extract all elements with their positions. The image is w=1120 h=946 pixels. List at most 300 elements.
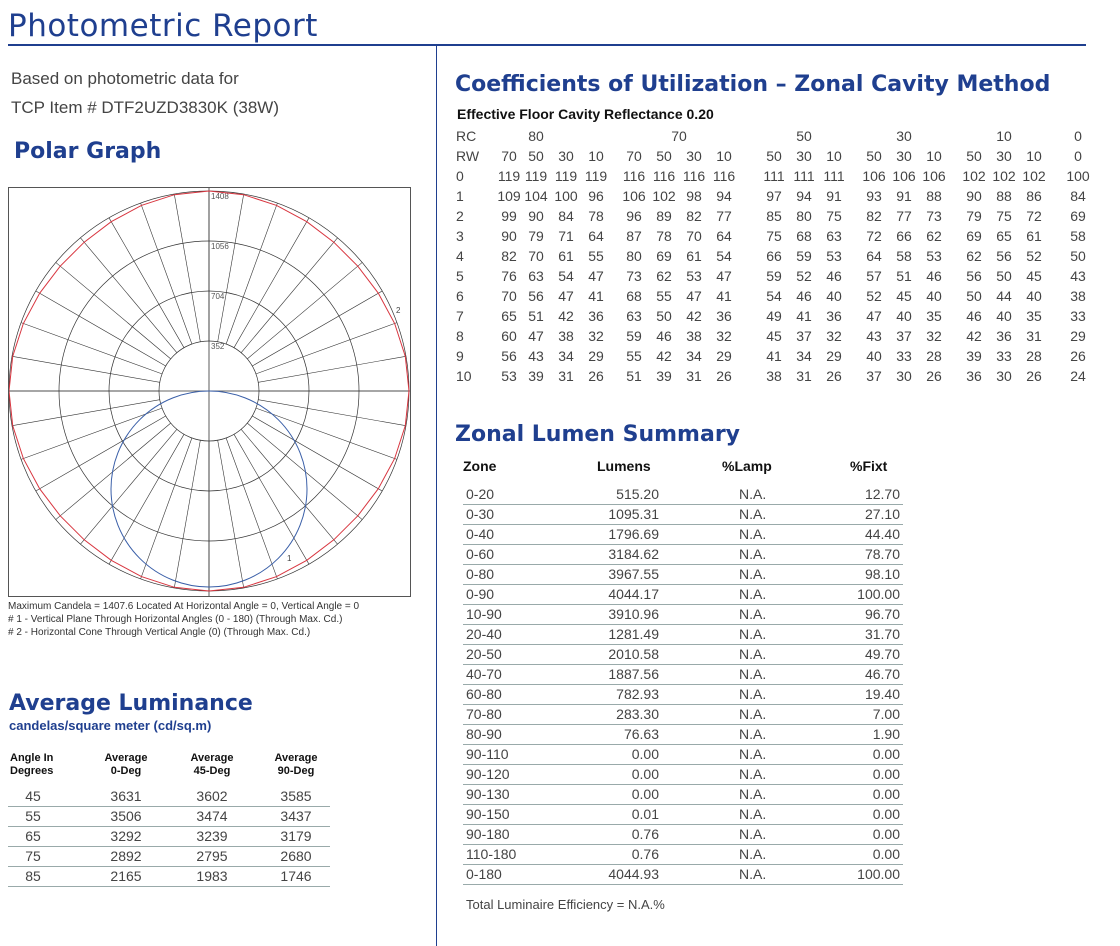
cu-rc-group: 70: [671, 128, 687, 144]
zonal-lamp: N.A.: [739, 826, 767, 842]
cu-value: 68: [626, 288, 642, 304]
cu-value: 91: [826, 188, 842, 204]
luminance-value: 55: [25, 808, 41, 824]
polar-radial-label: 352: [211, 342, 225, 351]
cu-data-row: [456, 286, 1096, 306]
zonal-lumens: 0.00: [631, 786, 659, 802]
polar-graph-svg: [9, 188, 410, 596]
zonal-fixt: 27.10: [864, 506, 900, 522]
zonal-lumens: 1095.31: [608, 506, 659, 522]
zonal-fixt: 19.40: [864, 686, 900, 702]
cu-rw-value: 30: [896, 148, 912, 164]
cu-value: 116: [622, 168, 646, 184]
cu-value: 56: [501, 348, 517, 364]
cu-value: 56: [996, 248, 1012, 264]
zonal-lamp: N.A.: [739, 586, 767, 602]
cu-value: 111: [823, 168, 845, 184]
zonal-lumens: 0.00: [631, 746, 659, 762]
zonal-lamp: N.A.: [739, 806, 767, 822]
cu-value: 38: [766, 368, 782, 384]
cu-rc-value: 9: [456, 348, 464, 364]
cu-value: 88: [996, 188, 1012, 204]
polar-grid-spoke: [218, 440, 244, 588]
zonal-lamp: N.A.: [739, 786, 767, 802]
report-title: Photometric Report: [8, 8, 318, 44]
cu-value: 53: [686, 268, 702, 284]
cu-value: 43: [1070, 268, 1086, 284]
cu-rc-group: 50: [796, 128, 812, 144]
cu-rw-value: 50: [966, 148, 982, 164]
polar-grid-spoke: [21, 408, 162, 459]
zonal-lumens: 515.20: [616, 486, 659, 502]
cu-value: 50: [996, 268, 1012, 284]
cu-rc-value: 3: [456, 228, 464, 244]
zonal-lamp: N.A.: [739, 686, 767, 702]
cu-value: 31: [796, 368, 812, 384]
cu-data-row: [456, 226, 1096, 246]
cu-value: 39: [656, 368, 672, 384]
cu-value: 45: [766, 328, 782, 344]
cu-value: 53: [926, 248, 942, 264]
zonal-lamp: N.A.: [739, 486, 767, 502]
cu-value: 26: [1026, 368, 1042, 384]
cu-value: 44: [996, 288, 1012, 304]
luminance-value: 1983: [196, 868, 228, 884]
zonal-zone: 0-60: [466, 546, 495, 562]
cu-value: 46: [966, 308, 982, 324]
luminance-value: 45: [25, 788, 41, 804]
polar-grid-spoke: [141, 438, 192, 579]
cu-value: 100: [1066, 168, 1090, 184]
cu-value: 94: [796, 188, 812, 204]
cu-rw-value: 30: [686, 148, 702, 164]
cu-value: 80: [796, 208, 812, 224]
cu-value: 89: [656, 208, 672, 224]
luminance-value: 2795: [196, 848, 228, 864]
zonal-zone: 0-80: [466, 566, 495, 582]
polar-grid-spoke: [12, 356, 160, 382]
cu-value: 39: [966, 348, 982, 364]
cu-value: 84: [1070, 188, 1086, 204]
zonal-fixt: 0.00: [872, 806, 900, 822]
luminance-row: [8, 806, 330, 827]
cu-value: 52: [796, 268, 812, 284]
luminance-header: [266, 752, 326, 778]
cu-value: 55: [656, 288, 672, 304]
luminance-value: 1746: [280, 868, 312, 884]
cu-value: 75: [996, 208, 1012, 224]
cu-value: 50: [656, 308, 672, 324]
zonal-lamp: N.A.: [739, 506, 767, 522]
cu-data-row: [456, 306, 1096, 326]
cu-value: 59: [626, 328, 642, 344]
zonal-lumens: 4044.93: [608, 866, 659, 882]
polar-radial-label: 1408: [211, 192, 229, 201]
cu-value: 90: [501, 228, 517, 244]
luminance-value: 3602: [196, 788, 228, 804]
zonal-row: [463, 804, 903, 825]
luminance-value: 85: [25, 868, 41, 884]
cu-value: 61: [686, 248, 702, 264]
luminance-value: 65: [25, 828, 41, 844]
cu-value: 78: [588, 208, 604, 224]
luminance-value: 2680: [280, 848, 312, 864]
cu-value: 63: [626, 308, 642, 324]
cu-value: 65: [996, 228, 1012, 244]
zonal-row: [463, 764, 903, 785]
cu-value: 100: [554, 188, 578, 204]
zonal-fixt: 0.00: [872, 846, 900, 862]
polar-graph: [8, 187, 411, 597]
cu-value: 31: [686, 368, 702, 384]
zonal-lumens: 1796.69: [608, 526, 659, 542]
zonal-fixt: 0.00: [872, 786, 900, 802]
luminance-header: [182, 752, 242, 778]
cu-value: 40: [896, 308, 912, 324]
luminance-value: 3585: [280, 788, 312, 804]
cu-value: 47: [558, 288, 574, 304]
based-on-line-2: TCP Item # DTF2UZD3830K (38W): [11, 98, 279, 117]
zonal-zone: 90-110: [466, 746, 509, 762]
cu-value: 58: [1070, 228, 1086, 244]
cu-value: 84: [558, 208, 574, 224]
zonal-row: [463, 584, 903, 605]
luminance-heading: Average Luminance: [9, 691, 253, 716]
cu-value: 53: [826, 248, 842, 264]
cu-value: 50: [1070, 248, 1086, 264]
cu-value: 69: [656, 248, 672, 264]
zonal-zone: 70-80: [466, 706, 502, 722]
cu-value: 111: [763, 168, 785, 184]
polar-curve-label-1: 1: [287, 554, 292, 563]
cu-value: 65: [501, 308, 517, 324]
cu-value: 36: [996, 328, 1012, 344]
cu-value: 37: [896, 328, 912, 344]
cu-data-row: [456, 366, 1096, 386]
cu-value: 29: [1070, 328, 1086, 344]
cu-value: 82: [866, 208, 882, 224]
cu-data-row: [456, 346, 1096, 366]
cu-value: 38: [686, 328, 702, 344]
luminance-row: [8, 826, 330, 847]
cu-value: 43: [528, 348, 544, 364]
cu-value: 37: [866, 368, 882, 384]
polar-grid-spoke: [36, 416, 166, 491]
luminance-header-line: 0-Deg: [110, 765, 142, 777]
cu-rw-row: [456, 146, 1096, 166]
cu-value: 51: [626, 368, 642, 384]
zonal-zone: 0-40: [466, 526, 495, 542]
cu-value: 31: [558, 368, 574, 384]
cu-value: 106: [922, 168, 946, 184]
zonal-row: [463, 664, 903, 685]
cu-value: 40: [866, 348, 882, 364]
cu-value: 24: [1070, 368, 1086, 384]
cu-value: 75: [826, 208, 842, 224]
zonal-fixt: 49.70: [864, 646, 900, 662]
cu-value: 82: [501, 248, 517, 264]
zonal-lamp: N.A.: [739, 646, 767, 662]
cu-value: 60: [501, 328, 517, 344]
cu-value: 26: [926, 368, 942, 384]
luminance-header-line: Degrees: [10, 765, 54, 777]
zonal-lumens: 3184.62: [608, 546, 659, 562]
cu-value: 62: [656, 268, 672, 284]
cu-value: 102: [652, 188, 676, 204]
zonal-lumens: 1281.49: [608, 626, 659, 642]
cu-value: 32: [926, 328, 942, 344]
cu-rw-value: 50: [656, 148, 672, 164]
cu-value: 40: [1026, 288, 1042, 304]
cu-value: 87: [626, 228, 642, 244]
cu-value: 90: [966, 188, 982, 204]
cu-value: 38: [1070, 288, 1086, 304]
luminance-header: [10, 752, 53, 778]
cu-data-row: [456, 326, 1096, 346]
luminance-row: [8, 786, 330, 807]
zonal-fixt: 0.00: [872, 766, 900, 782]
cu-value: 85: [766, 208, 782, 224]
cu-value: 102: [962, 168, 986, 184]
polar-grid-spoke: [226, 203, 277, 344]
cu-value: 72: [1026, 208, 1042, 224]
zonal-fixt: 78.70: [864, 546, 900, 562]
cu-rc-value: 2: [456, 208, 464, 224]
zonal-lamp: N.A.: [739, 606, 767, 622]
cu-rw-value: 10: [588, 148, 604, 164]
cu-value: 62: [966, 248, 982, 264]
polar-radial-label: 1056: [211, 242, 229, 251]
cu-value: 57: [866, 268, 882, 284]
cu-rw-value: 10: [716, 148, 732, 164]
polar-grid-spoke: [258, 356, 406, 382]
cu-value: 96: [626, 208, 642, 224]
cu-value: 29: [716, 348, 732, 364]
polar-note-1: Maximum Candela = 1407.6 Located At Horizontal Angle = 0, Vertical Angle = 0: [8, 601, 360, 612]
cu-value: 26: [588, 368, 604, 384]
cu-rc-group: 30: [896, 128, 912, 144]
cu-value: 66: [896, 228, 912, 244]
cu-value: 69: [1070, 208, 1086, 224]
cu-value: 50: [966, 288, 982, 304]
zonal-fixt: 100.00: [857, 586, 900, 602]
cu-value: 62: [926, 228, 942, 244]
cu-value: 42: [966, 328, 982, 344]
cu-value: 64: [866, 248, 882, 264]
zonal-fixt: 96.70: [864, 606, 900, 622]
polar-grid-spoke: [109, 434, 184, 564]
zonal-zone: 110-180: [466, 846, 517, 862]
zonal-zone: 90-120: [466, 766, 510, 782]
zonal-fixt: 0.00: [872, 826, 900, 842]
polar-graph-heading: Polar Graph: [14, 139, 162, 164]
cu-value: 40: [926, 288, 942, 304]
cu-value: 36: [588, 308, 604, 324]
cu-value: 70: [501, 288, 517, 304]
cu-data-row: [456, 186, 1096, 206]
polar-grid-spoke: [141, 203, 192, 344]
zonal-zone: 0-180: [466, 866, 502, 882]
cu-value: 119: [524, 168, 548, 184]
cu-value: 41: [716, 288, 732, 304]
zonal-lumens: 0.76: [631, 826, 659, 842]
cu-value: 72: [866, 228, 882, 244]
cu-value: 61: [558, 248, 574, 264]
luminance-header-line: 45-Deg: [193, 765, 231, 777]
luminance-header-line: Average: [104, 752, 148, 764]
zonal-zone: 20-50: [466, 646, 502, 662]
cu-value: 54: [558, 268, 574, 284]
zonal-zone: 90-180: [466, 826, 510, 842]
cu-value: 42: [558, 308, 574, 324]
cu-rc-value: 5: [456, 268, 464, 284]
zonal-lamp: N.A.: [739, 546, 767, 562]
cu-value: 40: [826, 288, 842, 304]
zonal-fixt: 1.90: [872, 726, 900, 742]
cu-value: 80: [626, 248, 642, 264]
cu-rc-value: 8: [456, 328, 464, 344]
cu-value: 70: [686, 228, 702, 244]
cu-value: 26: [1070, 348, 1086, 364]
luminance-value: 2892: [110, 848, 142, 864]
cu-value: 37: [796, 328, 812, 344]
zonal-lumens: 3910.96: [608, 606, 659, 622]
cu-value: 71: [558, 228, 574, 244]
cu-value: 38: [558, 328, 574, 344]
cu-rw-label: RW: [456, 148, 480, 164]
cu-value: 32: [588, 328, 604, 344]
cu-value: 31: [1026, 328, 1042, 344]
zonal-lamp: N.A.: [739, 666, 767, 682]
zonal-lamp: N.A.: [739, 746, 767, 762]
cu-value: 116: [682, 168, 706, 184]
polar-grid-spoke: [36, 291, 166, 366]
cu-value: 102: [992, 168, 1016, 184]
zonal-lamp: N.A.: [739, 866, 767, 882]
cu-rw-value: 30: [558, 148, 574, 164]
cu-rc-value: 6: [456, 288, 464, 304]
cu-rc-label: RC: [456, 128, 477, 144]
polar-grid: [9, 188, 410, 596]
cu-value: 49: [766, 308, 782, 324]
cu-value: 51: [528, 308, 544, 324]
zonal-lumens: 2010.58: [608, 646, 659, 662]
cu-value: 94: [716, 188, 732, 204]
polar-grid-spoke: [109, 218, 184, 348]
polar-notes: [8, 600, 359, 639]
cu-value: 106: [622, 188, 646, 204]
cu-rc-value: 7: [456, 308, 464, 324]
zonal-zone: 90-150: [466, 806, 510, 822]
cu-value: 42: [686, 308, 702, 324]
cu-value: 106: [862, 168, 886, 184]
cu-value: 91: [896, 188, 912, 204]
cu-value: 64: [716, 228, 732, 244]
zonal-row: [463, 724, 903, 745]
cu-rw-value: 30: [796, 148, 812, 164]
cu-value: 35: [926, 308, 942, 324]
zonal-lumens: 76.63: [623, 726, 659, 742]
zonal-heading: Zonal Lumen Summary: [455, 422, 741, 447]
luminance-header: [96, 752, 156, 778]
zonal-row: [463, 604, 903, 625]
zonal-row: [463, 524, 903, 545]
cu-value: 33: [1070, 308, 1086, 324]
cu-value: 69: [966, 228, 982, 244]
cu-value: 88: [926, 188, 942, 204]
cu-value: 119: [497, 168, 521, 184]
cu-value: 32: [716, 328, 732, 344]
polar-grid-spoke: [234, 218, 309, 348]
cu-value: 35: [1026, 308, 1042, 324]
zonal-row: [463, 744, 903, 765]
luminance-value: 3631: [110, 788, 142, 804]
cu-value: 63: [826, 228, 842, 244]
cu-value: 55: [626, 348, 642, 364]
cu-value: 36: [966, 368, 982, 384]
luminance-header-line: Average: [274, 752, 318, 764]
zonal-zone: 0-20: [466, 486, 495, 502]
cu-value: 36: [826, 308, 842, 324]
cu-value: 73: [926, 208, 942, 224]
cu-rc-group: 80: [528, 128, 544, 144]
polar-grid-spoke: [174, 194, 200, 342]
cu-value: 45: [896, 288, 912, 304]
cu-value: 119: [554, 168, 578, 184]
cu-rw-value: 50: [766, 148, 782, 164]
cu-value: 116: [652, 168, 676, 184]
cu-value: 42: [656, 348, 672, 364]
cu-value: 64: [588, 228, 604, 244]
cu-value: 30: [896, 368, 912, 384]
zonal-row: [463, 644, 903, 665]
cu-value: 59: [766, 268, 782, 284]
luminance-subheading: candelas/square meter (cd/sq.m): [9, 718, 212, 733]
cu-value: 61: [1026, 228, 1042, 244]
zonal-lamp: N.A.: [739, 726, 767, 742]
zonal-row: [463, 704, 903, 725]
cu-rc-value: 4: [456, 248, 464, 264]
zonal-lamp: N.A.: [739, 526, 767, 542]
cu-value: 41: [766, 348, 782, 364]
cu-value: 55: [588, 248, 604, 264]
cu-value: 33: [896, 348, 912, 364]
cu-value: 97: [766, 188, 782, 204]
zonal-lamp: N.A.: [739, 766, 767, 782]
cu-value: 63: [528, 268, 544, 284]
polar-note-2: # 1 - Vertical Plane Through Horizontal Angles (0 - 180) (Through Max. Cd.): [8, 614, 343, 625]
cu-value: 102: [1022, 168, 1046, 184]
cu-value: 51: [896, 268, 912, 284]
cu-data-row: [456, 246, 1096, 266]
luminance-value: 3474: [196, 808, 228, 824]
polar-grid-spoke: [226, 438, 277, 579]
zonal-lumens: 3967.55: [608, 566, 659, 582]
zonal-row: [463, 544, 903, 565]
cu-value: 77: [896, 208, 912, 224]
zonal-row: [463, 824, 903, 845]
zonal-footer: Total Luminaire Efficiency = N.A.%: [466, 897, 665, 912]
zonal-header-lumens: Lumens: [597, 458, 651, 474]
luminance-row: [8, 866, 330, 887]
zonal-row: [463, 504, 903, 525]
cu-rc-group: 0: [1074, 128, 1082, 144]
cu-value: 41: [588, 288, 604, 304]
zonal-zone: 0-90: [466, 586, 495, 602]
cu-data-row: [456, 266, 1096, 286]
cu-value: 29: [826, 348, 842, 364]
cu-value: 29: [588, 348, 604, 364]
